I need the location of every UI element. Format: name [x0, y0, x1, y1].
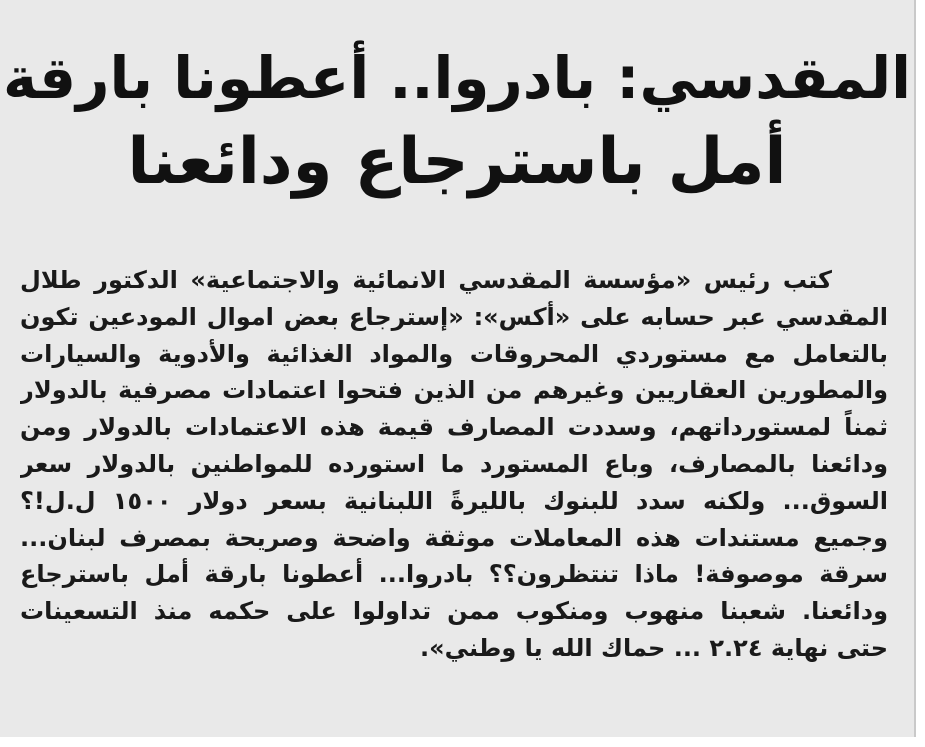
body-line-10: ودائعنا. شعبنا منهوب ومنكوب ممن تداولوا على حكمه منذ التسعينات [20, 597, 888, 626]
body-line-1: كتب رئيس «مؤسسة المقدسي الانمائية والاجتماعية» الدكتور طلال [20, 266, 832, 294]
article-body [20, 262, 888, 667]
headline-line-1: المقدسي: بادروا.. أعطونا بارقة [2, 44, 911, 112]
body-line-7: السوق... ولكنه سدد للبنوك بالليرةً اللبنانية بسعر دولار ١٥٠٠ ل.ل!؟ [20, 486, 888, 515]
body-line-4: والمطورين العقاريين وغيرهم من الذين فتحوا اعتمادات مصرفية بالدولار [20, 376, 888, 405]
body-line-3: بالتعامل مع مستوردي المحروقات والمواد الغذائية والأدوية والسيارات [20, 339, 888, 368]
body-line-6: ودائعنا بالمصارف، وباع المستورد ما استورده للمواطنين بالدولار سعر [20, 449, 888, 478]
body-line-9: سرقة موصوفة! ماذا تنتظرون؟؟ بادروا... أعطونا بارقة أمل باسترجاع [20, 560, 888, 589]
article-headline [0, 36, 914, 204]
body-line-11: حتى نهاية ٢.٢٤ ... حماك الله يا وطني». [420, 633, 888, 662]
headline-line-2: أمل باسترجاع ودائعنا [127, 125, 787, 199]
body-line-5: ثمناً لمستورداتهم، وسددت المصارف قيمة هذه الاعتمادات بالدولار ومن [20, 413, 888, 442]
body-line-8: وجميع مستندات هذه المعاملات موثقة واضحة وصريحة بمصرف لبنان... [20, 523, 888, 552]
body-line-2: المقدسي عبر حسابه على «أكس»: «إسترجاع بعض اموال المودعين تكون [20, 302, 888, 331]
